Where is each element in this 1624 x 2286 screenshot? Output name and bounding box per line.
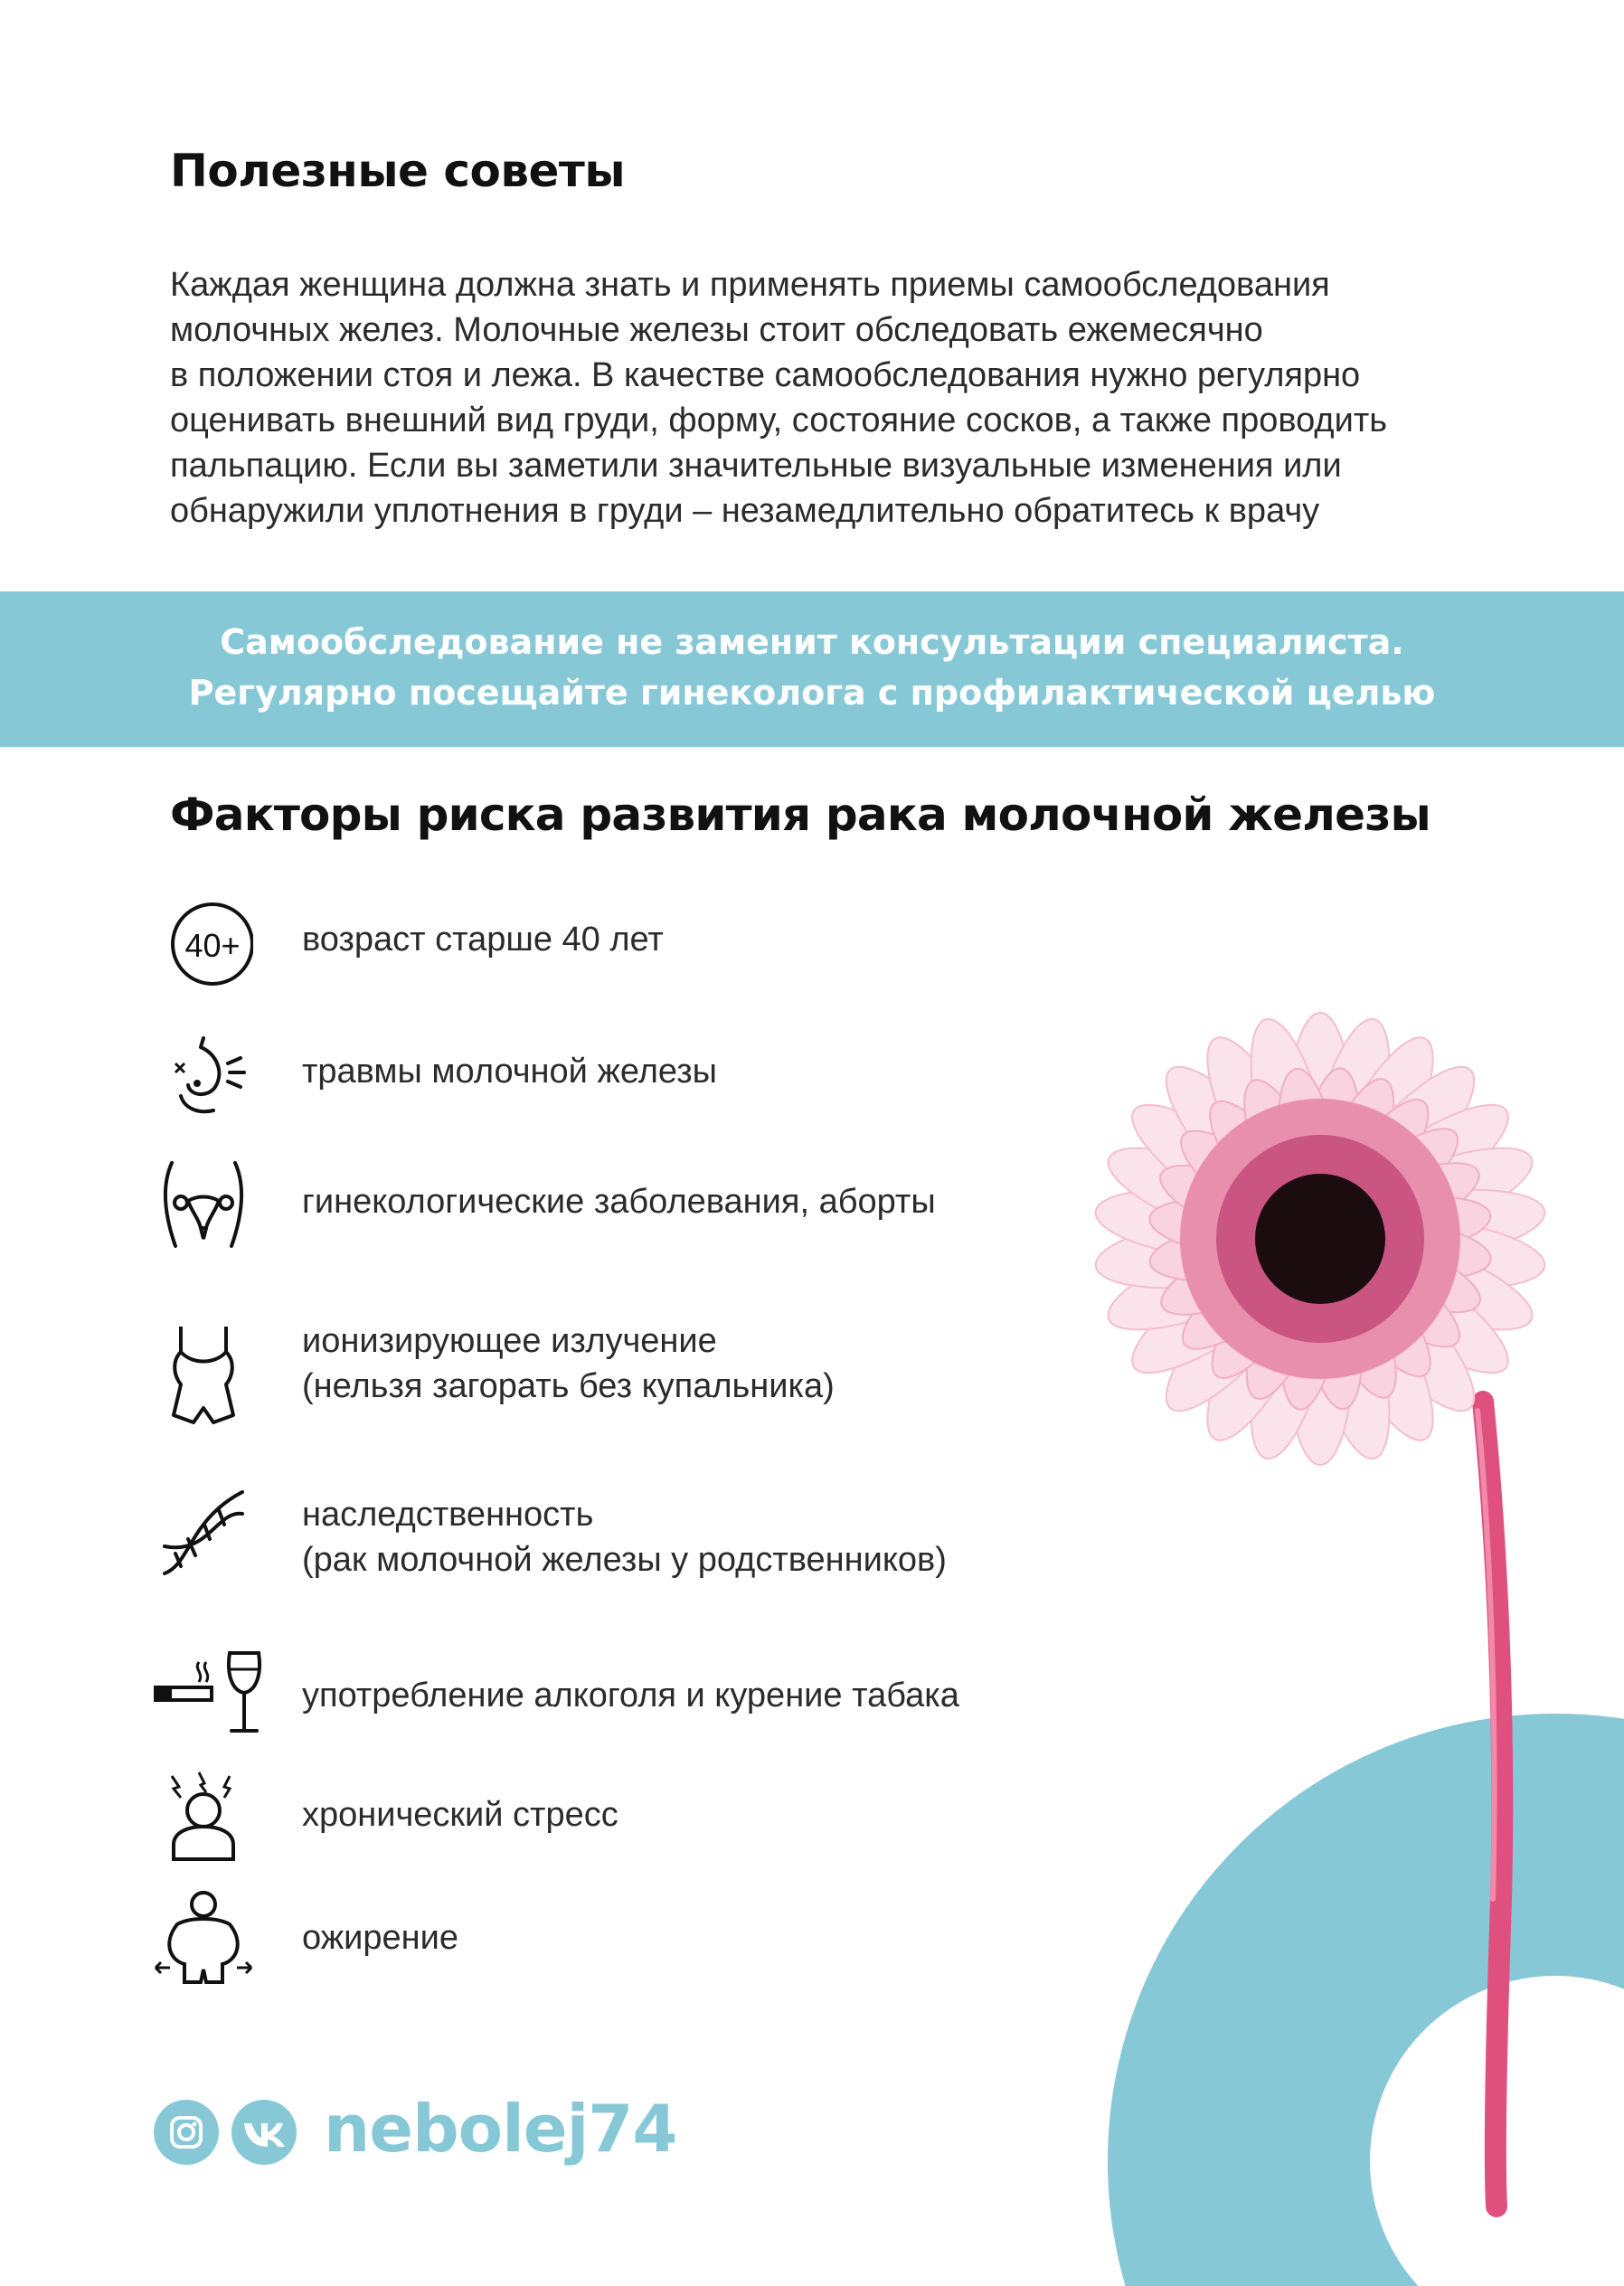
banner-line: Самообследование не заменит консультации специалиста. <box>220 622 1404 662</box>
flower-petals <box>1091 1012 1548 1467</box>
flower-petal <box>1234 1240 1349 1466</box>
flower-petal <box>1309 1217 1525 1394</box>
flower-petal <box>1147 1214 1316 1289</box>
flower-petal <box>1204 1176 1310 1251</box>
risk-factor-label: употребление алкоголя и курение табака <box>302 1677 959 1714</box>
flower-petal <box>1319 1144 1419 1241</box>
flower-petal <box>1228 1070 1342 1241</box>
flower-petal <box>1146 1224 1338 1430</box>
flower-petal <box>1201 1223 1306 1280</box>
flower-petal <box>1231 1237 1342 1408</box>
tips-line: оценивать внешний вид груди, форму, состояние сосков, а также проводить <box>170 401 1388 439</box>
flower-center-outer <box>1180 1099 1460 1379</box>
flower-petal <box>1151 1217 1322 1331</box>
breast-injury-icon <box>154 1027 253 1127</box>
flower-petal <box>1116 1217 1331 1394</box>
flower-petal <box>1336 1221 1440 1271</box>
flower-petal <box>1322 1234 1424 1327</box>
flower-petal <box>1151 1149 1322 1261</box>
risk-factor-label: (нельзя загорать без купальника) <box>302 1367 835 1405</box>
flower-petal <box>1236 1131 1326 1235</box>
flower-petal <box>1216 1150 1318 1243</box>
flower-petal <box>1298 1236 1412 1407</box>
blue-ring-shape <box>1239 1845 1624 2286</box>
flower-petal <box>1302 1224 1495 1430</box>
flower-petal <box>1243 1244 1328 1350</box>
flower-petal <box>1326 1213 1494 1286</box>
flower-petal <box>1335 1198 1440 1255</box>
flower-petal <box>1296 1232 1454 1454</box>
flower-petal <box>1195 1230 1336 1393</box>
flower-petal <box>1294 1065 1367 1233</box>
flower-petal <box>1116 1083 1331 1261</box>
flower-petal <box>1311 1223 1474 1364</box>
flower-petal <box>1193 1087 1336 1249</box>
tips-line: обнаружили уплотнения в груди – незамедлительно обратитесь к врачу <box>170 492 1320 530</box>
obese-person-icon <box>154 1888 253 1988</box>
flower-petal <box>1097 1212 1323 1349</box>
flower-petal <box>1166 1114 1329 1255</box>
flower-petal <box>1270 1065 1345 1234</box>
svg-text:40+: 40+ <box>184 927 241 964</box>
flower-petal <box>1290 1012 1405 1238</box>
risk-factor-label: травмы молочной железы <box>302 1053 717 1091</box>
flower-petal <box>1272 1252 1335 1357</box>
flower-petal <box>1317 1129 1544 1266</box>
age-40-plus-icon <box>154 893 253 993</box>
flower-petal <box>1168 1223 1330 1366</box>
risk-factor-label: наследственность <box>302 1496 594 1534</box>
flower-petal <box>1329 1227 1436 1301</box>
flower-petal <box>1308 1250 1377 1356</box>
cigarette-wine-icon <box>154 1649 271 1749</box>
flower-petal <box>1146 1048 1338 1253</box>
flower-petal <box>1288 1248 1353 1465</box>
flower-petal <box>1097 1129 1323 1266</box>
risk-factor-label: гинекологические заболевания, аборты <box>302 1183 936 1221</box>
flower-petal <box>1186 1232 1345 1454</box>
flower-petal <box>1326 1179 1549 1270</box>
flower-petal <box>1326 1188 1495 1264</box>
instagram-icon[interactable] <box>154 2100 219 2165</box>
flower-petal <box>1091 1179 1315 1270</box>
flower-petal <box>1296 1024 1454 1246</box>
flower-petal <box>1272 1244 1345 1412</box>
risk-factor-label: ожирение <box>302 1919 458 1957</box>
notice-banner <box>0 591 1624 747</box>
swimsuit-icon <box>154 1317 253 1434</box>
tips-line: молочных желез. Молочные железы стоит обследовать ежемесячно <box>170 311 1263 349</box>
flower-petal <box>1147 1191 1315 1264</box>
stressed-person-icon <box>154 1769 253 1868</box>
vk-icon[interactable] <box>231 2100 297 2165</box>
dna-icon <box>154 1483 253 1582</box>
tips-line: пальпацию. Если вы заметили значительные визуальные изменения или <box>170 447 1342 485</box>
flower-petal <box>1091 1207 1315 1298</box>
flower-petal <box>1305 1120 1367 1226</box>
flower-petal <box>1263 1121 1333 1228</box>
risk-factor-label: (рак молочной железы у родственников) <box>302 1541 947 1579</box>
risk-factor-label: возраст старше 40 лет <box>302 921 664 959</box>
flower-petal <box>1327 1168 1434 1249</box>
tips-paragraph <box>170 262 1581 534</box>
flower-petal <box>1206 1229 1313 1309</box>
flower-petal <box>1310 1111 1472 1254</box>
flower-petal <box>1301 1256 1345 1357</box>
flower-petal <box>1312 1128 1397 1233</box>
risk-factor-label: хронический стресс <box>302 1796 618 1834</box>
risk-factors-title: Факторы риска развития рака молочной железы <box>170 789 1430 841</box>
social-handle[interactable]: nebolej74 <box>324 2091 677 2167</box>
flower-petal <box>1305 1229 1448 1391</box>
uterus-icon <box>154 1156 253 1255</box>
flower-petal <box>1309 1083 1525 1261</box>
flower-petal <box>1317 1147 1488 1261</box>
flower-petal <box>1295 1244 1371 1413</box>
flower-petal <box>1318 1217 1489 1328</box>
flower-petal <box>1296 1120 1339 1222</box>
flower-petal <box>1201 1207 1304 1257</box>
flower-petal <box>1234 1012 1349 1238</box>
flower-stem <box>1483 1402 1502 2206</box>
banner-line: Регулярно посещайте гинеколога с профилактической целью <box>188 673 1436 713</box>
flower-petal <box>1317 1212 1544 1349</box>
risk-factor-label: ионизирующее излучение <box>302 1322 717 1360</box>
flower-petal <box>1290 1240 1405 1466</box>
flower-petal <box>1221 1237 1320 1334</box>
tips-line: Каждая женщина должна знать и применять приемы самообследования <box>170 266 1330 304</box>
flower-petal <box>1288 1013 1353 1230</box>
flower-petal <box>1302 1048 1495 1253</box>
flower-petal <box>1326 1207 1549 1298</box>
flower-petal <box>1298 1070 1410 1241</box>
flower-petal <box>1314 1242 1403 1346</box>
tips-title: Полезные советы <box>170 145 626 197</box>
flower-petal <box>1186 1024 1345 1246</box>
flower-center <box>1255 1174 1385 1304</box>
tips-line: в положении стоя и лежа. В качестве самообследования нужно регулярно <box>170 356 1361 394</box>
flower-petal <box>1304 1085 1445 1248</box>
